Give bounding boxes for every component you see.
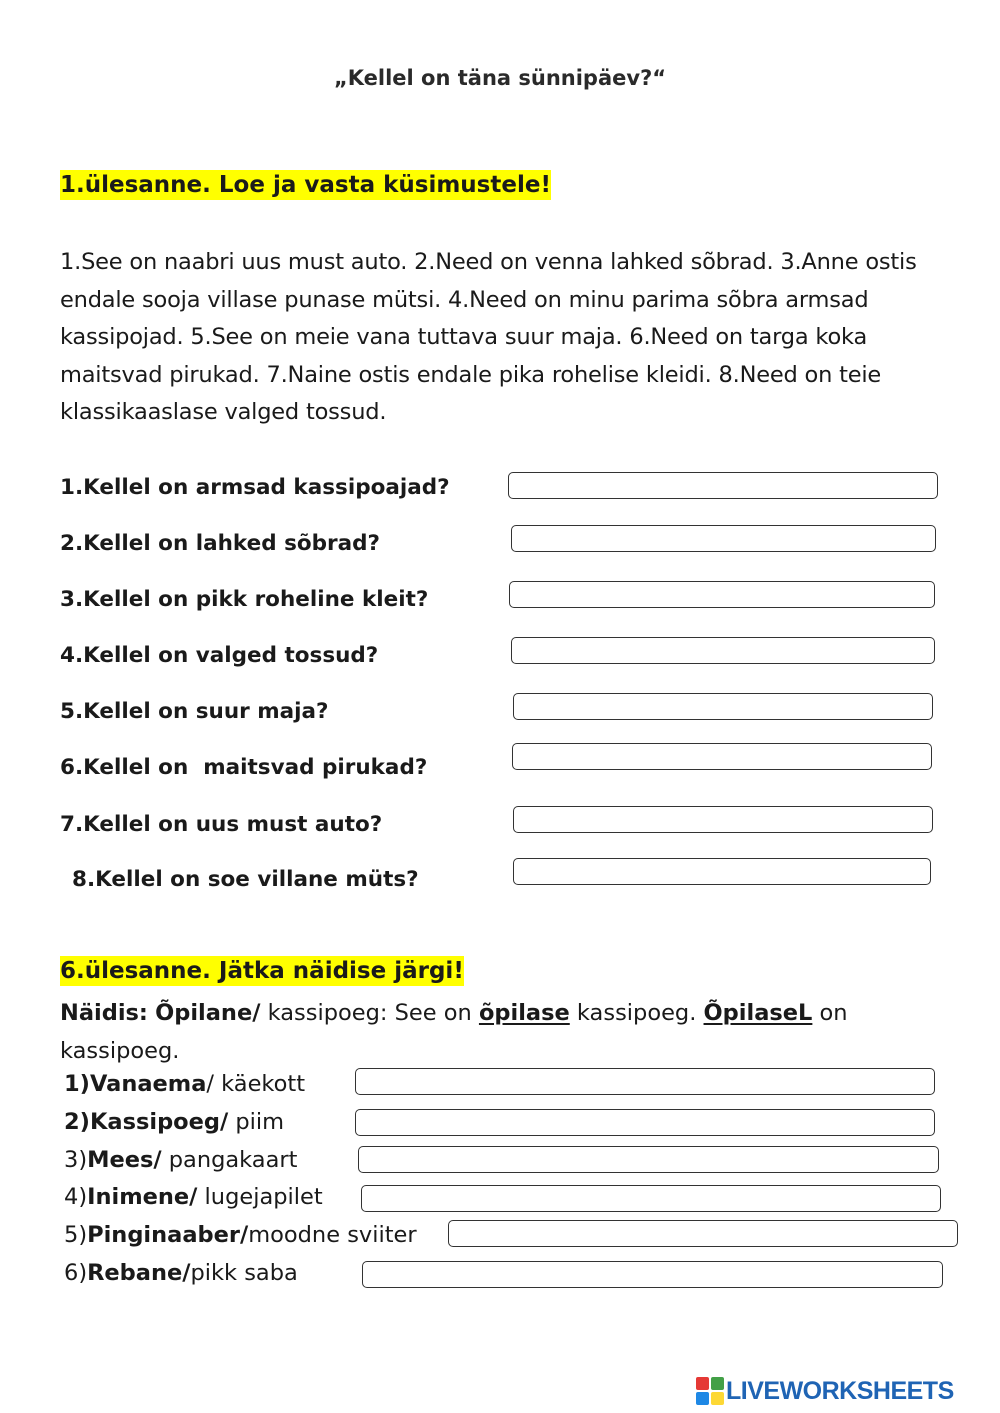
task6-item-5 [64,1222,417,1248]
item-number: 5) [64,1222,88,1248]
example-text [60,994,940,1070]
task6-input-5[interactable] [448,1220,958,1247]
task6-heading [60,958,464,984]
item-noun: Rebane/ [87,1260,191,1286]
logo-mark-icon [696,1377,724,1405]
question-4: 4.Kellel on valged tossud? [60,643,379,668]
item-number: 2) [64,1109,90,1135]
example-adessive: ÕpilaseL [703,1000,813,1026]
task6-input-3[interactable] [358,1146,939,1173]
question-1: 1.Kellel on armsad kassipoajad? [60,475,450,500]
task6-input-2[interactable] [355,1109,935,1136]
question-8: 8.Kellel on soe villane müts? [72,867,419,892]
page-title: „Kellel on täna sünnipäev?“ [333,66,667,90]
answer-input-1[interactable] [508,472,938,499]
example-genitive: õpilase [478,1000,570,1026]
answer-input-6[interactable] [512,743,932,770]
item-object: pikk saba [190,1260,298,1286]
task6-item-3 [64,1147,297,1173]
answer-input-2[interactable] [511,525,936,552]
task1-heading-text: 1.ülesanne. Loe ja vasta küsimustele! [60,172,551,198]
question-7: 7.Kellel on uus must auto? [60,812,383,837]
item-object: moodne sviiter [248,1222,417,1248]
item-object: käekott [214,1071,306,1097]
item-noun: Kassipoeg/ [89,1109,229,1135]
item-object: piim [228,1109,285,1135]
example-on: on [819,1000,848,1026]
item-noun: Mees/ [87,1147,162,1173]
example-end: kassipoeg. [60,1038,180,1064]
item-noun: Vanaema [89,1071,207,1097]
answer-input-7[interactable] [513,806,933,833]
item-separator: / [206,1071,215,1097]
item-noun: Pinginaaber/ [87,1222,249,1248]
answer-input-5[interactable] [513,693,933,720]
item-noun: Inimene/ [87,1184,198,1210]
answer-input-3[interactable] [509,581,935,608]
item-object: pangakaart [161,1147,298,1173]
answer-input-4[interactable] [511,637,935,664]
example-noun: Õpilane/ [155,1000,261,1026]
item-object: lugejapilet [197,1184,323,1210]
question-6: 6.Kellel on maitsvad pirukad? [60,755,428,780]
item-number: 4) [64,1184,88,1210]
item-number: 1) [64,1071,90,1097]
task6-input-1[interactable] [355,1068,935,1095]
question-5: 5.Kellel on suur maja? [60,699,329,724]
task1-heading [60,172,551,198]
answer-input-8[interactable] [513,858,931,885]
question-2: 2.Kellel on lahked sõbrad? [60,531,381,556]
task6-input-6[interactable] [362,1261,943,1288]
item-number: 6) [64,1260,88,1286]
task6-item-1 [64,1071,305,1097]
task6-item-6 [64,1260,298,1286]
example-see-on: See on [394,1000,472,1026]
example-label: Näidis: [60,1000,148,1026]
logo-text: LIVEWORKSHEETS [726,1376,954,1405]
task6-input-4[interactable] [361,1185,941,1212]
example-object: kassipoeg: [267,1000,388,1026]
reading-passage: 1.See on naabri uus must auto. 2.Need on venna lahked sõbrad. 3.Anne ostis endale sooja villase punase mütsi. 4.Need on minu parima sõbra armsad kassipojad. 5.See on meie vana tuttava suur maja. 6.Need on targa koka maitsvad pirukad. 7.Naine ostis endale pika rohelise kleidi. 8.Need on teie klassikaaslase valged tossud. [60,249,917,425]
task6-item-4 [64,1184,323,1210]
liveworksheets-logo [696,1374,954,1408]
question-3: 3.Kellel on pikk roheline kleit? [60,587,429,612]
task6-heading-text: 6.ülesanne. Jätka näidise järgi! [60,958,464,984]
example-object-2: kassipoeg. [576,1000,697,1026]
task6-item-2 [64,1109,284,1135]
item-number: 3) [64,1147,88,1173]
